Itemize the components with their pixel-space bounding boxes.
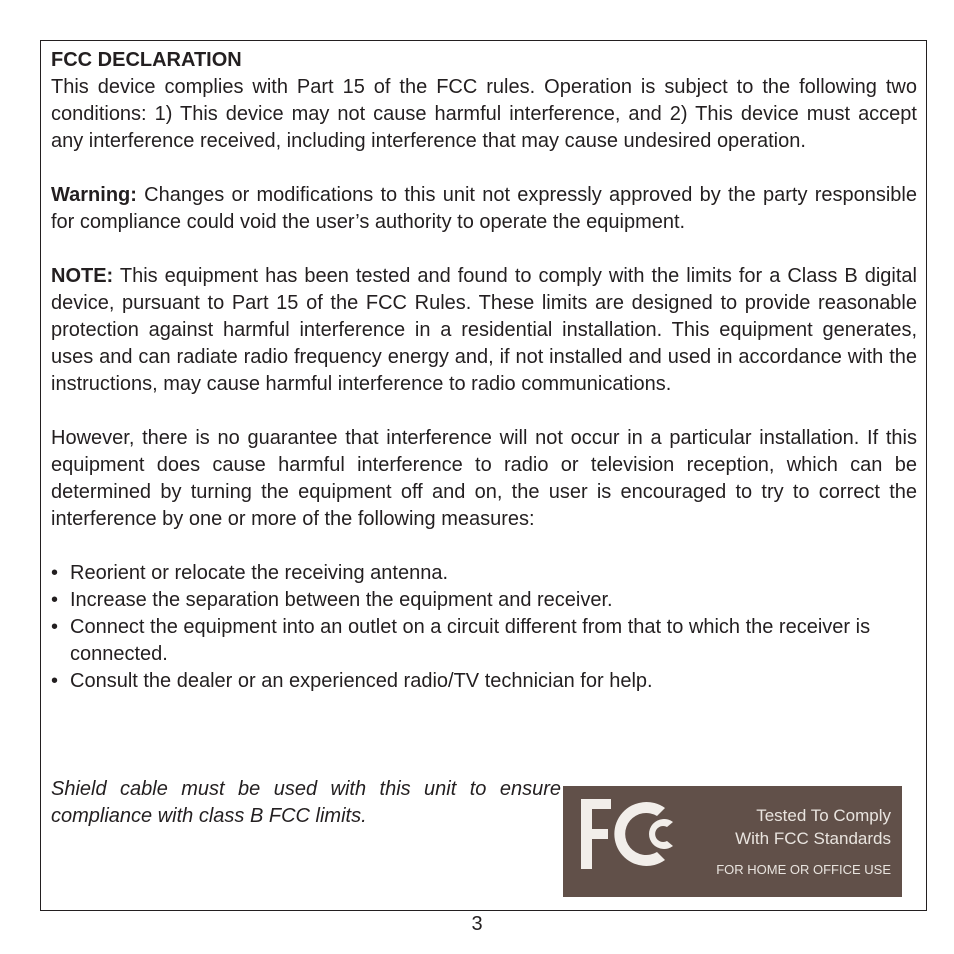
spacer (51, 398, 917, 425)
logo-line-tested: Tested To Comply (756, 806, 891, 825)
warning-paragraph (51, 182, 917, 236)
note-label: NOTE: (51, 265, 114, 287)
bullet-icon: • (51, 670, 59, 692)
note-text: This equipment has been tested and found to comply with the limits for a Class B digital device, pursuant to Part 15 of the FCC Rules. These limits are designed to provide reasonable protection against harmful interference in a residential installation. This equipment generates, uses and can radiate radio frequency energy and, if not installed and used in accordance with the instructions, may cause harmful interference to radio communications. (51, 265, 917, 395)
bullet-icon: • (51, 562, 59, 584)
intro-paragraph: This device complies with Part 15 of the FCC rules. Operation is subject to the following two conditions: 1) This device may not cause harmful interference, and 2) This device must accept any interference received, including interference that may cause undesired operation. (51, 76, 917, 152)
measure-text: Consult the dealer or an experienced radio/TV technician for help. (70, 670, 653, 692)
logo-line-usage: FOR HOME OR OFFICE USE (716, 862, 891, 877)
logo-line-standards: With FCC Standards (735, 829, 891, 848)
spacer (51, 533, 917, 560)
measure-text: Connect the equipment into an outlet on a circuit different from that to which the receiver is connected. (70, 616, 871, 665)
declaration-title: FCC DECLARATION (51, 49, 242, 71)
list-item (51, 560, 917, 587)
warning-text: Changes or modifications to this unit not expressly approved by the party responsible for compliance could void the user’s authority to operate the equipment. (51, 184, 917, 233)
page-number: 3 (471, 913, 483, 935)
bullet-icon: • (51, 589, 59, 611)
bullet-icon: • (51, 616, 59, 638)
fcc-declaration-box (40, 40, 927, 911)
spacer (51, 155, 917, 182)
measure-text: Increase the separation between the equipment and receiver. (70, 589, 613, 611)
declaration-body (51, 47, 917, 695)
fcc-logo-icon (581, 799, 687, 869)
list-item (51, 614, 917, 668)
spacer (51, 236, 917, 263)
measure-text: Reorient or relocate the receiving antenna. (70, 562, 449, 584)
however-paragraph: However, there is no guarantee that interference will not occur in a particular installation. If this equipment does cause harmful interference to radio or television reception, which can be determined by turning the equipment off and on, the user is encouraged to try to correct the interference by one or more of the following measures: (51, 427, 917, 530)
list-item (51, 668, 917, 695)
warning-label: Warning: (51, 184, 137, 206)
measures-list (51, 560, 917, 695)
shield-cable-note: Shield cable must be used with this unit to ensure compliance with class B FCC limits. (51, 778, 561, 827)
list-item (51, 587, 917, 614)
note-paragraph (51, 263, 917, 398)
fcc-compliance-logo (563, 786, 902, 897)
